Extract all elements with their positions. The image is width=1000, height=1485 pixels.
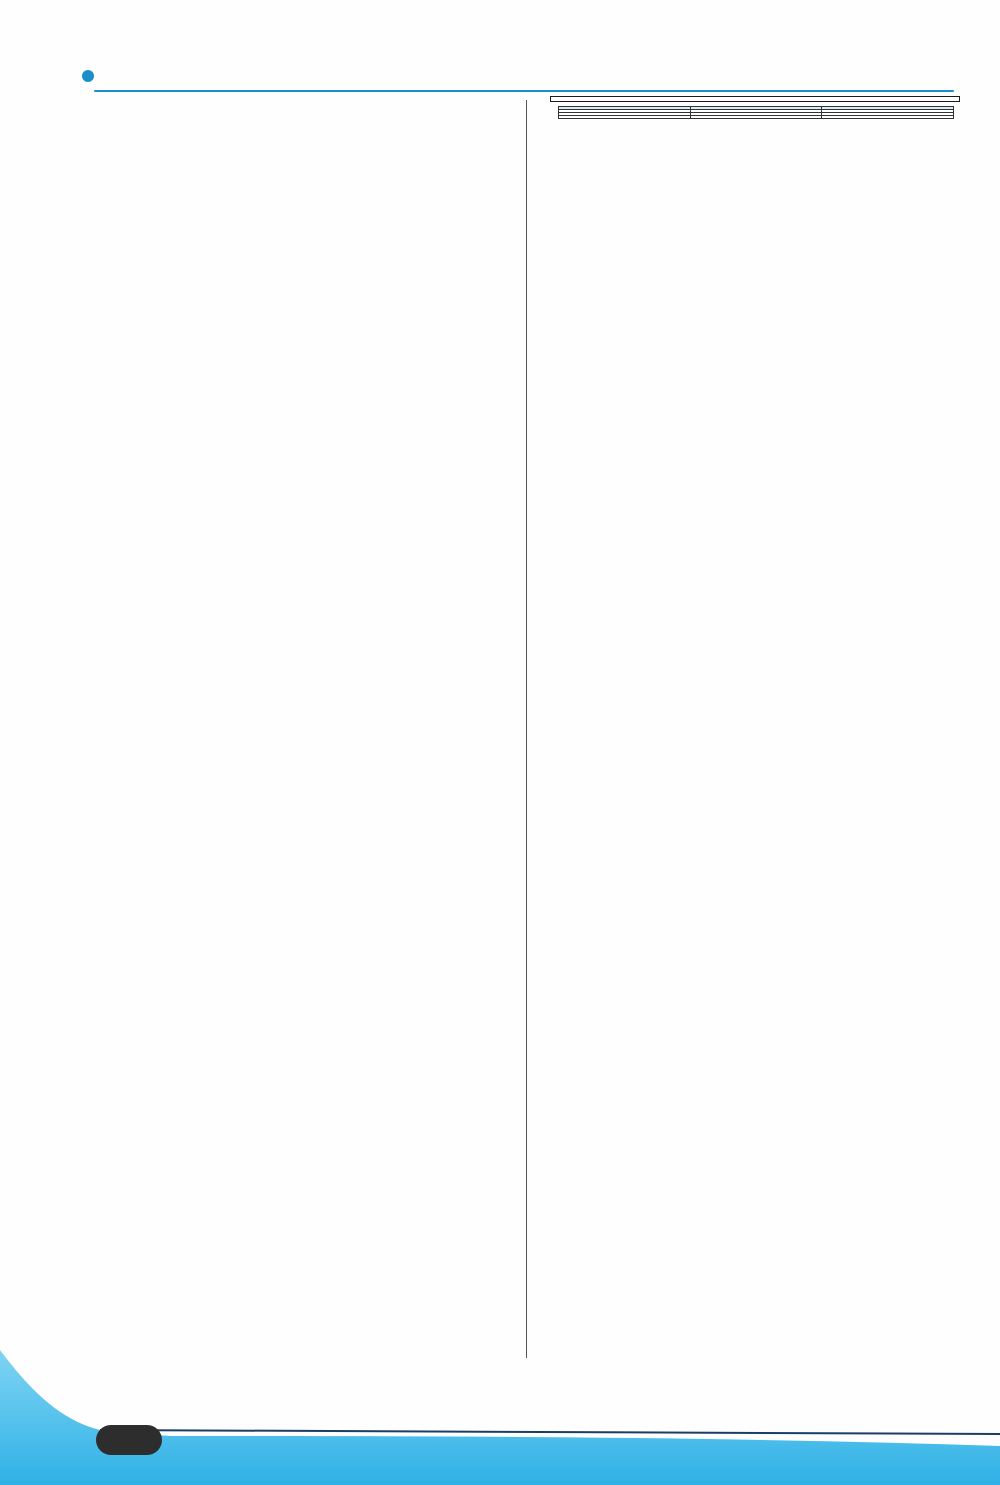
page-number	[96, 1425, 162, 1455]
table-cell	[559, 116, 691, 119]
tip-box	[550, 96, 960, 102]
column-divider	[526, 100, 527, 1358]
regimes-table	[558, 106, 954, 119]
header-bullet-icon	[82, 70, 94, 82]
footer-wave-decoration	[0, 1350, 1000, 1485]
right-column	[550, 92, 960, 124]
table-cell	[690, 116, 822, 119]
table-cell	[822, 116, 954, 119]
table-row	[559, 116, 954, 119]
